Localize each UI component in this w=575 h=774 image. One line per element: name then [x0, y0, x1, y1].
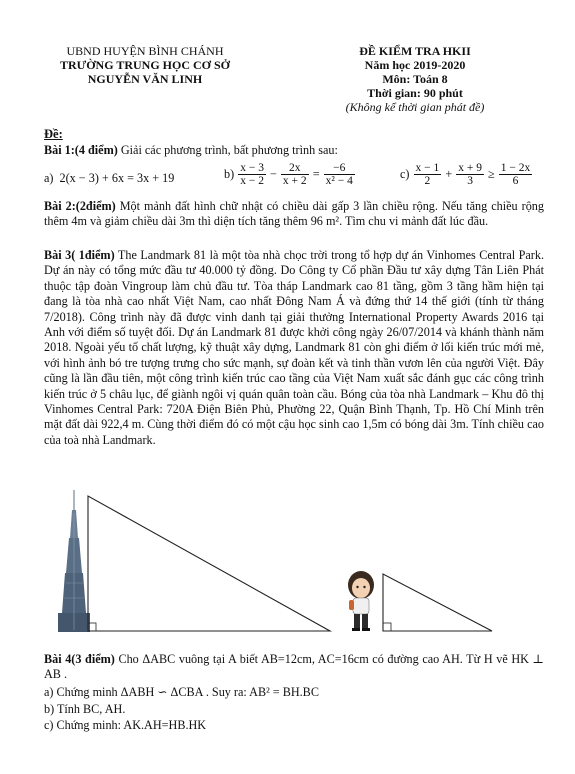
frac-num: x − 3 — [240, 162, 264, 174]
bai3 — [44, 248, 544, 448]
header-left-line-1: UBND HUYỆN BÌNH CHÁNH — [66, 44, 224, 58]
shadow-illustration — [0, 488, 575, 638]
header-note: (Không kể thời gian phát đề) — [345, 100, 485, 114]
school-header — [40, 44, 250, 86]
frac-den: x² − 4 — [325, 175, 353, 187]
header-right-line-2: Năm học 2019-2020 — [364, 58, 466, 72]
frac-num: x + 9 — [458, 162, 482, 174]
bai3-text: The Landmark 81 là một tòa nhà chọc trời trong tổ hợp dự án Vinhomes Central Park. Dự án này có tổng mức đầu tư 40.000 tỷ đồng. Do Công ty Cổ phần Đầu tư xây dựng Tân Liên Phát thuộc tập đoàn Vingroup làm chủ đầu tư. Tòa tháp Landmark cao 81 tầng, gồm 3 tầng hầm hiện tại đang là tòa nhà cao nhất Việt Nam, cao nhất Đông Nam Á và đứng thứ 14 thế giới (tính từ tháng 7/2018). Công trình này đã được vinh danh tại giải thưởng International Property Awards 2016 tại Anh với điểm số tuyệt đối. Dự án Landmark 81 được khởi công ngày 26/07/2014 và khánh thành năm 2018. Ngoài yếu tố chất lượng, kỹ thuật xây dựng, Landmark 81 còn ghi điểm ở lối kiến trúc mới mẻ, với hình ảnh bó tre tượng trưng cho sức mạnh, sự đoàn kết và tinh thần vươn lên của người Việt. Đây cũng là lần đầu tiên, một công trình kiến trúc cao tầng của Việt Nam xuất sắc đánh gục các công trình kiến trúc ở 5 châu lục, để giành ngôi vị quán quân toàn cầu. Bóng của tòa nhà Landmark – Khu đô thị Vinhomes Central Park: 720A Điện Biên Phủ, Phường 22, Quận Bình Thạnh, Tp. Hồ Chí Minh trên mặt đất dài 922,4 m. Cùng thời điểm đó có một cậu học sinh cao 1,5m có bóng dài 3m. Tính chiều cao của toà nhà Landmark. — [44, 248, 545, 447]
bai1-equations — [44, 162, 554, 196]
bai1-c-op: + — [445, 167, 453, 181]
right-angle-mark — [383, 623, 391, 631]
big-triangle — [88, 496, 330, 631]
frac-den: 3 — [467, 175, 473, 187]
bai1-b — [224, 162, 356, 187]
bai4-item-a: a) Chứng minh ΔABH ∽ ΔCBA . Suy ra: AB² = BH.BC — [44, 685, 319, 699]
header-right-line-4: Thời gian: 90 phút — [367, 86, 463, 100]
bai4-items — [44, 684, 544, 734]
bai1-c-frac-2 — [456, 162, 484, 187]
student-icon — [348, 571, 374, 631]
exam-header — [325, 44, 505, 114]
frac-den: x − 2 — [240, 175, 264, 187]
bai1-text: Giải các phương trình, bất phương trình sau: — [117, 143, 338, 157]
building-icon — [58, 490, 90, 632]
header-left-line-3: NGUYỄN VĂN LINH — [87, 72, 203, 86]
bai1-b-frac-3 — [324, 162, 355, 187]
bai4-item-b: b) Tính BC, AH. — [44, 701, 126, 716]
bai1-b-op: − — [270, 167, 277, 181]
frac-den: x + 2 — [282, 175, 307, 187]
bai1-b-eq: = — [312, 167, 320, 181]
bai1-title: Bài 1:(4 điểm) — [44, 143, 118, 157]
bai1-c-frac-1 — [414, 162, 442, 187]
bai1-b-frac-2 — [281, 162, 309, 187]
bai1-a-label: a) — [44, 171, 54, 185]
de-label: Đề: — [44, 127, 63, 141]
frac-num: −6 — [324, 162, 355, 175]
frac-num: x − 1 — [415, 162, 440, 174]
bai4-item-c: c) Chứng minh: AK.AH=HB.HK — [44, 718, 207, 732]
frac-num: 2x — [281, 162, 309, 175]
bai4 — [44, 652, 544, 683]
bai1-prompt — [44, 143, 544, 158]
bai1-b-frac-1 — [238, 162, 266, 187]
bai1-c-label: c) — [400, 167, 410, 181]
bai1-a — [44, 171, 174, 186]
bai4-title: Bài 4(3 điểm) — [44, 652, 115, 666]
header-right-line-1: ĐỀ KIỂM TRA HKII — [359, 44, 471, 58]
header-left-line-2: TRƯỜNG TRUNG HỌC CƠ SỞ — [59, 58, 230, 72]
frac-num: 1 − 2x — [500, 162, 531, 174]
frac-den: 2 — [424, 175, 431, 187]
bai2 — [44, 199, 544, 230]
bai1-c-ge: ≥ — [488, 167, 495, 181]
bai4-text: Cho ΔABC vuông tại A biết AB=12cm, AC=16cm có đường cao AH. Từ H vẽ HK ⊥ AB . — [44, 652, 544, 682]
frac-den: 6 — [512, 175, 519, 187]
bai1-c-frac-3 — [499, 162, 533, 187]
bai3-title: Bài 3( 1điểm) — [44, 248, 115, 262]
header-right-line-3: Môn: Toán 8 — [382, 72, 448, 86]
bai2-text: Một mảnh đất hình chữ nhật có chiều dài gấp 3 lần chiều rộng. Nếu tăng chiều rộng thêm 4m và giảm chiều dài 3m thì diện tích tăng thêm 96 m². Tìm chu vi mảnh đất lúc đầu. — [44, 199, 544, 229]
small-triangle — [383, 574, 492, 631]
bai1-a-expr: 2(x − 3) + 6x = 3x + 19 — [59, 171, 175, 185]
bai1-c — [400, 162, 533, 187]
bai2-title: Bài 2:(2điểm) — [44, 199, 116, 213]
bai1-b-label: b) — [224, 167, 235, 181]
